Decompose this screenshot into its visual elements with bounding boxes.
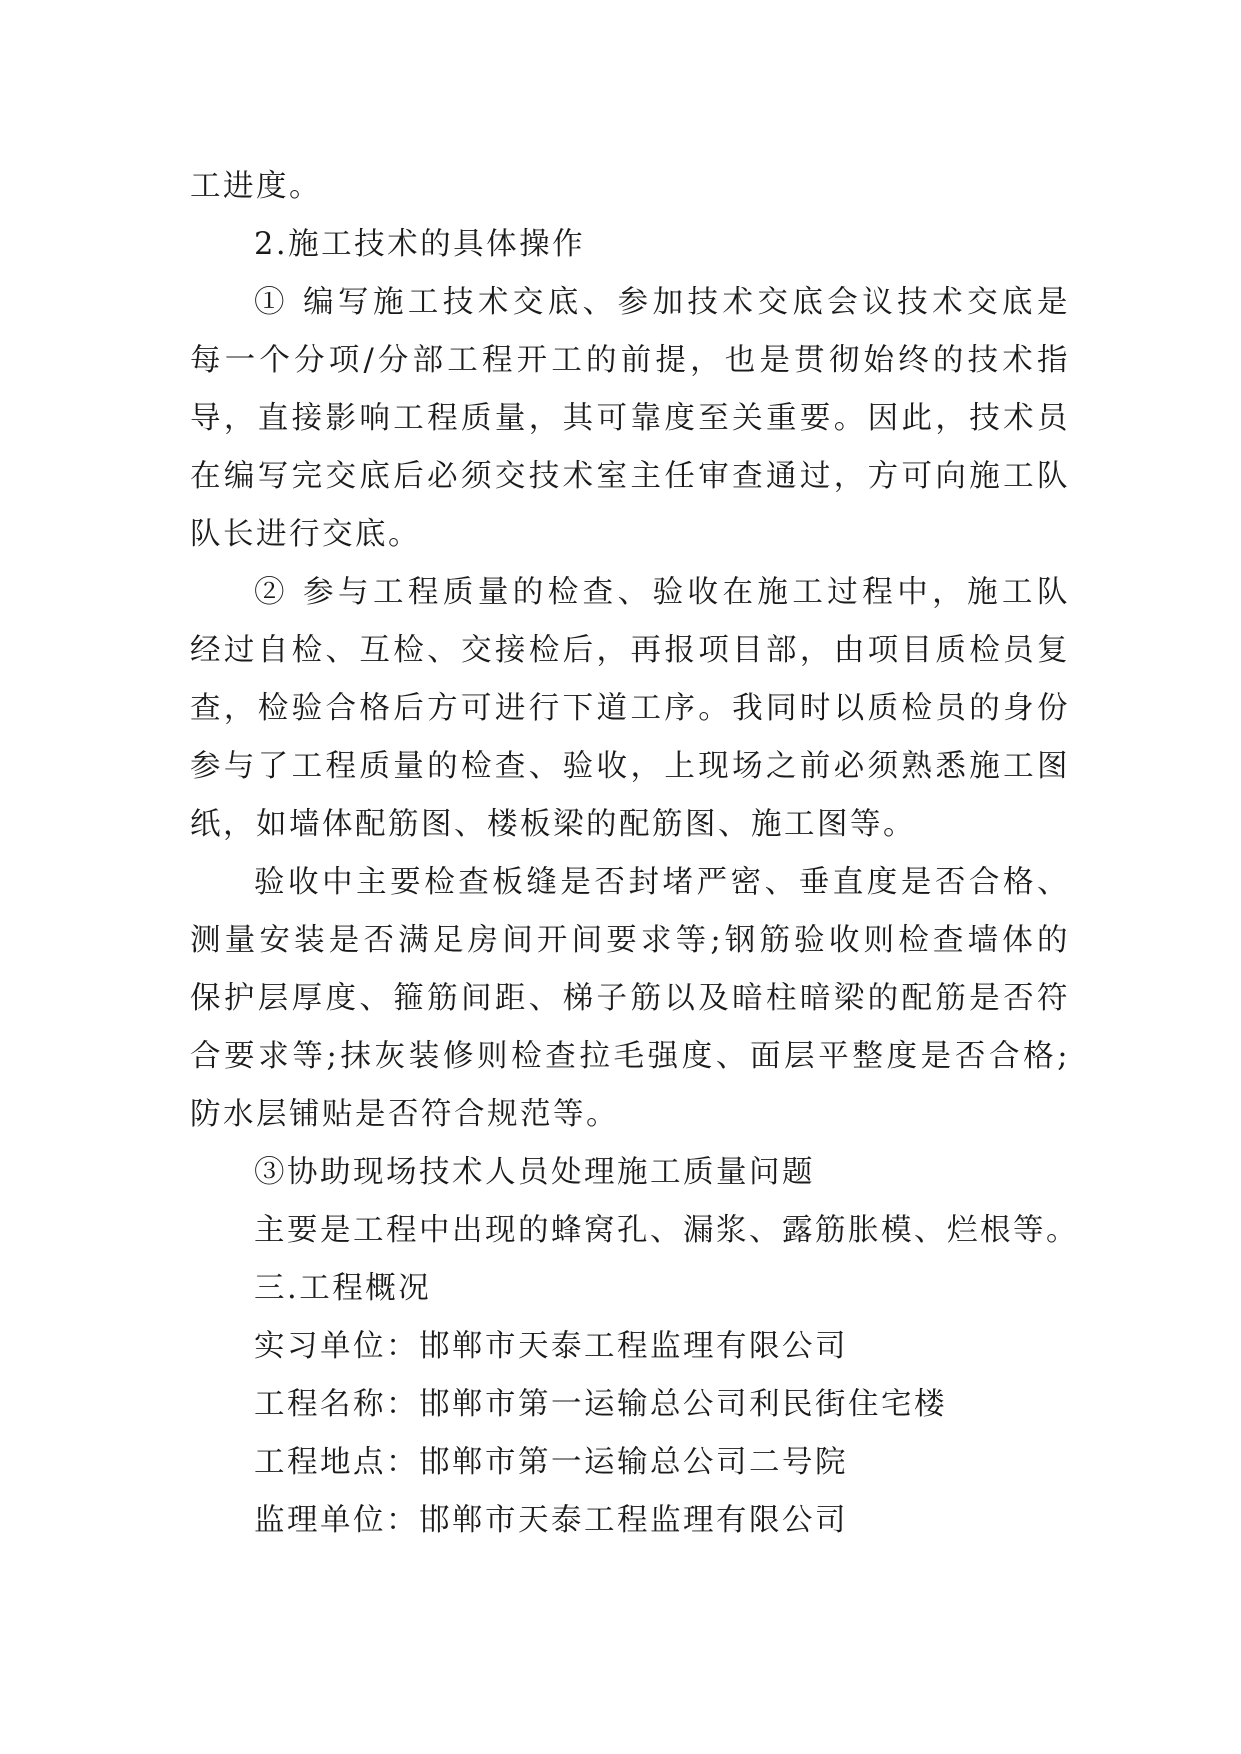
info-line: 工程名称：邯郸市第一运输总公司利民街住宅楼 [254, 1387, 947, 1422]
document-page [190, 158, 1079, 1550]
text-line: 纸，如墙体配筋图、楼板梁的配筋图、施工图等。 [190, 807, 916, 842]
text-line: ① 编写施工技术交底、参加技术交底会议技术交底是 [254, 285, 1070, 320]
text-line: ② 参与工程质量的检查、验收在施工过程中，施工队 [254, 575, 1070, 610]
text-line: 队长进行交底。 [190, 517, 421, 552]
text-line: ③协助现场技术人员处理施工质量问题 [254, 1155, 815, 1190]
text-line: 合要求等;抹灰装修则检查拉毛强度、面层平整度是否合格; [190, 1039, 1070, 1074]
text-line: 查，检验合格后方可进行下道工序。我同时以质检员的身份 [190, 691, 1070, 726]
text-line: 导，直接影响工程质量，其可靠度至关重要。因此，技术员 [190, 401, 1070, 436]
text-line: 每一个分项/分部工程开工的前提，也是贯彻始终的技术指 [190, 343, 1070, 378]
info-line: 工程地点：邯郸市第一运输总公司二号院 [254, 1445, 848, 1480]
text-line: 主要是工程中出现的蜂窝孔、漏浆、露筋胀模、烂根等。 [254, 1213, 1079, 1248]
info-line: 实习单位：邯郸市天泰工程监理有限公司 [254, 1329, 848, 1364]
text-line: 经过自检、互检、交接检后，再报项目部，由项目质检员复 [190, 633, 1070, 668]
text-line: 保护层厚度、箍筋间距、梯子筋以及暗柱暗梁的配筋是否符 [190, 981, 1070, 1016]
text-line: 验收中主要检查板缝是否封堵严密、垂直度是否合格、 [254, 865, 1070, 900]
text-line: 工进度。 [190, 169, 322, 204]
section-heading: 2.施工技术的具体操作 [254, 227, 586, 262]
text-line: 测量安装是否满足房间开间要求等;钢筋验收则检查墙体的 [190, 923, 1070, 958]
section-heading: 三.工程概况 [254, 1271, 432, 1306]
text-line: 参与了工程质量的检查、验收，上现场之前必须熟悉施工图 [190, 749, 1070, 784]
text-line: 防水层铺贴是否符合规范等。 [190, 1097, 619, 1132]
text-line: 在编写完交底后必须交技术室主任审查通过，方可向施工队 [190, 459, 1070, 494]
info-line: 监理单位：邯郸市天泰工程监理有限公司 [254, 1503, 848, 1538]
